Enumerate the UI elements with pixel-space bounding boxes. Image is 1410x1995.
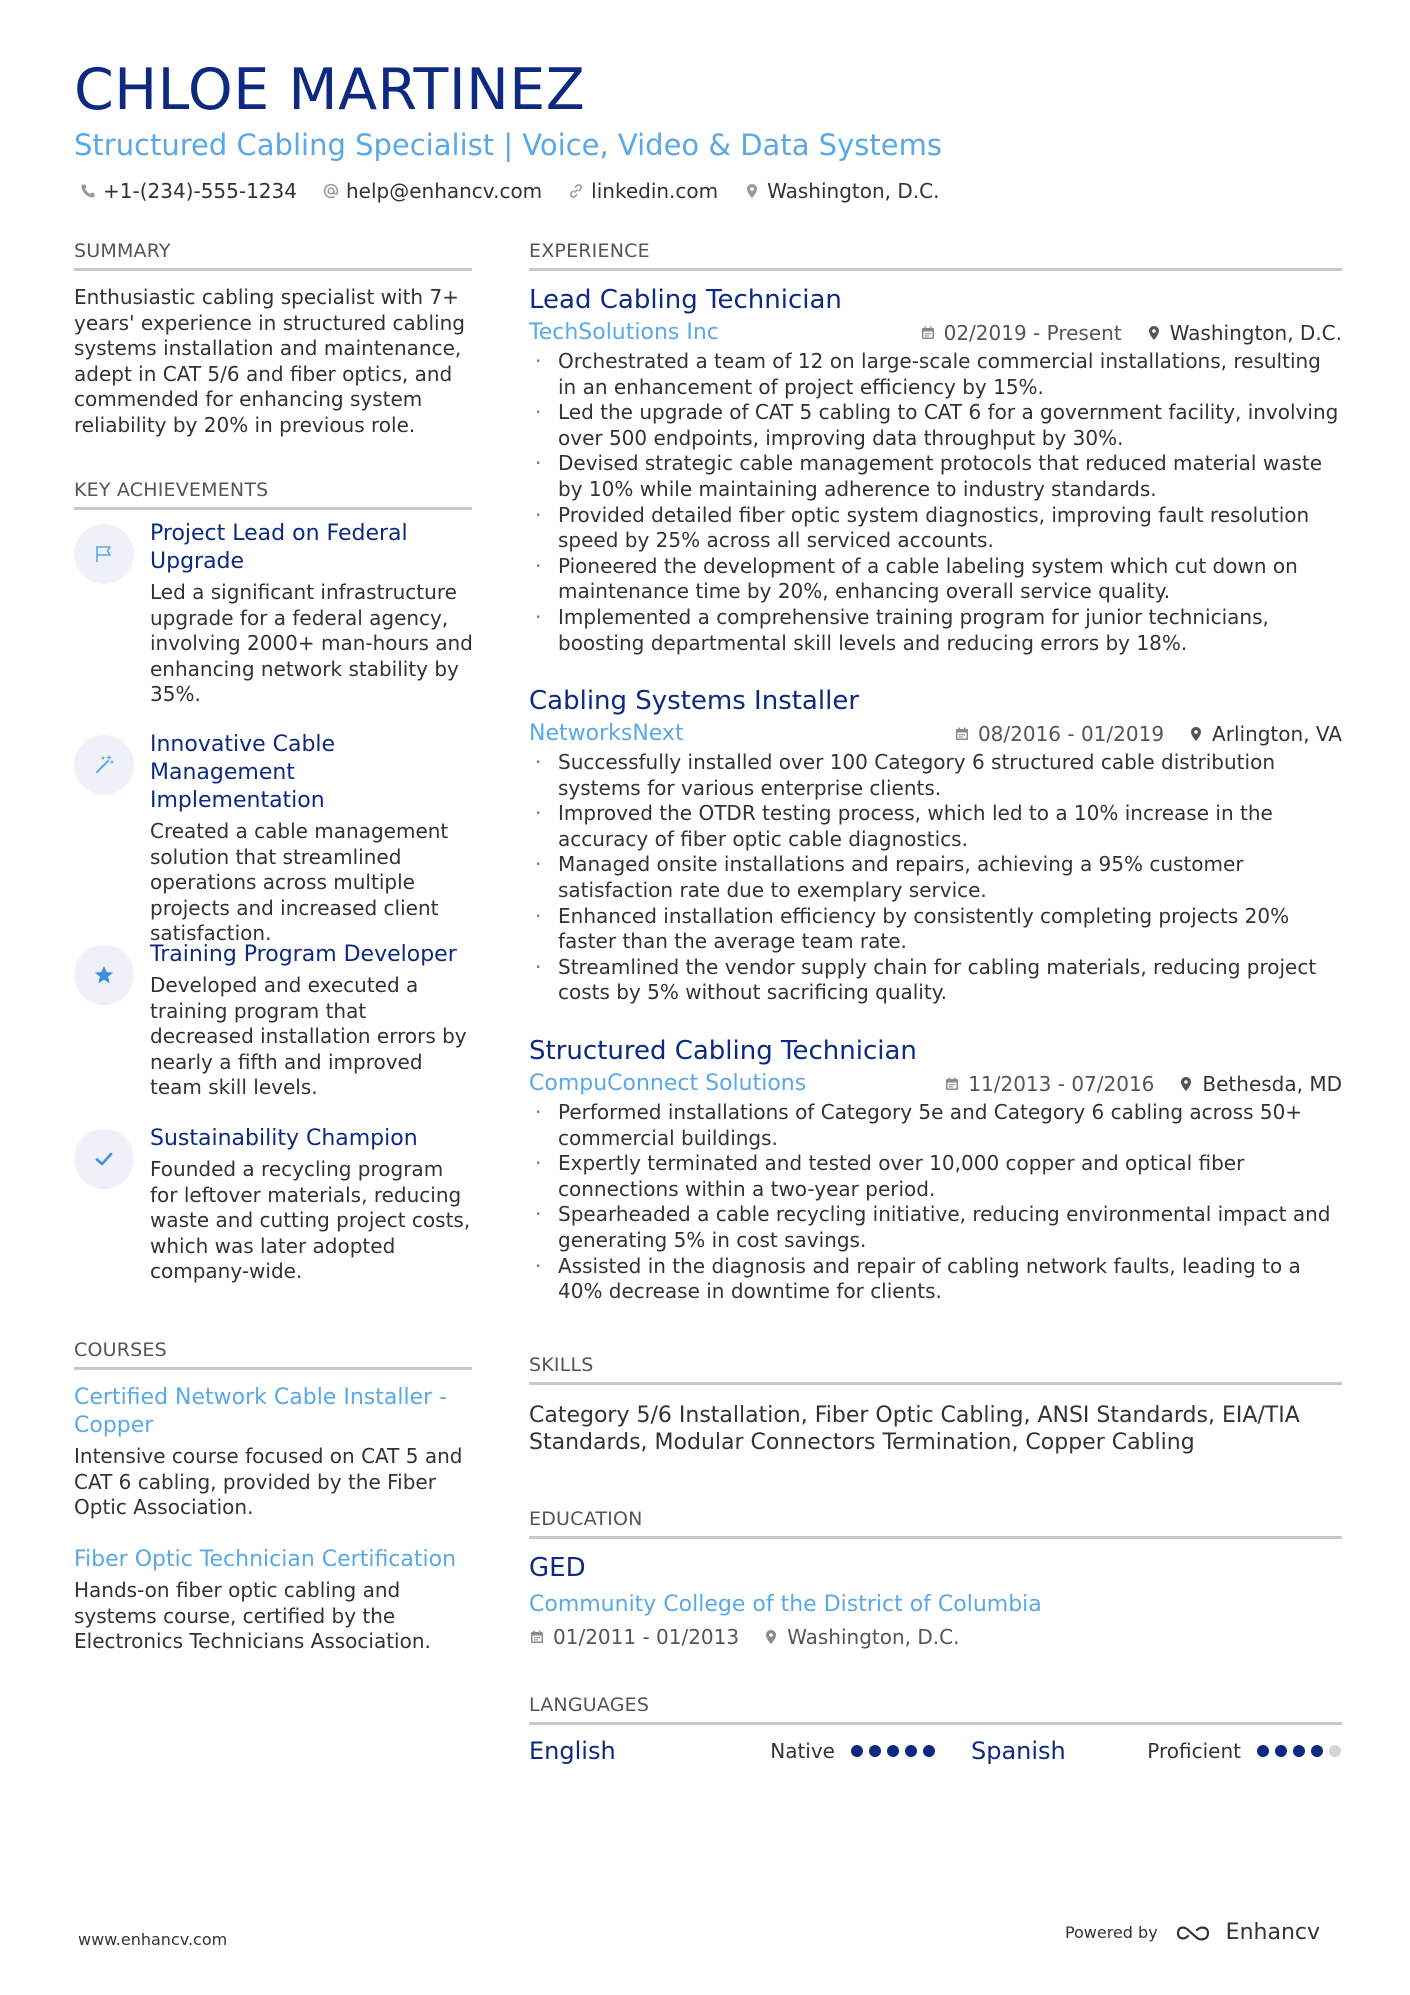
edu-school: Community College of the District of Columbia xyxy=(529,1592,1042,1617)
rating-dot-filled xyxy=(1311,1745,1323,1757)
job-entry xyxy=(529,284,1342,656)
footer-branding xyxy=(1065,1920,1320,1945)
location-pin-icon xyxy=(763,1629,779,1645)
candidate-subtitle: Structured Cabling Specialist | Voice, Video & Data Systems xyxy=(74,128,942,162)
course-item xyxy=(74,1384,474,1521)
calendar-icon xyxy=(944,1076,960,1092)
magic-wand-icon xyxy=(93,754,115,776)
achievement-item xyxy=(74,941,474,1101)
job-bullet: · Improved the OTDR testing process, which led to a 10% increase in the accuracy of fiber optic cable diagnostics. xyxy=(529,801,1342,852)
phone-icon xyxy=(80,183,96,199)
job-title: Structured Cabling Technician xyxy=(529,1036,917,1066)
section-title-languages: LANGUAGES xyxy=(529,1694,1342,1725)
language-item xyxy=(935,1737,1341,1765)
job-entry xyxy=(529,1035,1342,1305)
job-bullet: · Pioneered the development of a cable labeling system which cut down on maintenance time by 20%, enhancing overall service quality. xyxy=(529,554,1342,605)
location-pin-icon xyxy=(1178,1076,1194,1092)
location-text: Washington, D.C. xyxy=(767,179,940,203)
skills-text: Category 5/6 Installation, Fiber Optic Cabling, ANSI Standards, EIA/TIA Standards, Modular Connectors Termination, Copper Cabling xyxy=(529,1403,1300,1455)
brand-logo xyxy=(1174,1920,1320,1945)
achievement-title: Project Lead on Federal Upgrade xyxy=(150,521,408,574)
email-text: help@enhancv.com xyxy=(345,179,543,203)
language-level: Native xyxy=(770,1739,835,1763)
location-pin-icon xyxy=(1146,325,1162,341)
section-title-education: EDUCATION xyxy=(529,1508,1342,1539)
star-icon xyxy=(93,964,115,986)
job-bullet: · Devised strategic cable management protocols that reduced material waste by 10% while maintaining adherence to industry standards. xyxy=(529,451,1342,502)
company-name: CompuConnect Solutions xyxy=(529,1071,807,1096)
job-title: Cabling Systems Installer xyxy=(529,686,860,716)
contact-phone xyxy=(80,179,297,203)
rating-dot-filled xyxy=(1275,1745,1287,1757)
summary-text: Enthusiastic cabling specialist with 7+ years' experience in structured cabling systems installation and maintenance, adept in CAT 5/6 and fiber optics, and commended for enhancing system reliability by 20% in previous role. xyxy=(74,285,465,437)
job-bullet: · Implemented a comprehensive training program for junior technicians, boosting departmental skill levels and reducing errors by 18%. xyxy=(529,605,1342,656)
section-title-achievements: KEY ACHIEVEMENTS xyxy=(74,479,472,510)
job-bullet: · Orchestrated a team of 12 on large-scale commercial installations, resulting in an enhancement of project efficiency by 15%. xyxy=(529,349,1342,400)
job-bullet: · Performed installations of Category 5e and Category 6 cabling across 50+ commercial buildings. xyxy=(529,1100,1342,1151)
brand-name: Enhancv xyxy=(1225,1920,1320,1945)
job-bullet: · Streamlined the vendor supply chain for cabling materials, reducing project costs by 5% without sacrificing quality. xyxy=(529,955,1342,1006)
achievement-icon-wrap xyxy=(74,945,134,1005)
section-title-skills: SKILLS xyxy=(529,1354,1342,1385)
achievement-item xyxy=(74,520,474,708)
job-bullet: · Led the upgrade of CAT 5 cabling to CAT 6 for a government facility, involving over 500 endpoints, improving data throughput by 30%. xyxy=(529,400,1342,451)
calendar-icon xyxy=(954,726,970,742)
language-name: English xyxy=(529,1737,616,1765)
section-title-courses: COURSES xyxy=(74,1339,472,1370)
rating-dot-filled xyxy=(887,1745,899,1757)
calendar-icon xyxy=(529,1629,545,1645)
contact-email[interactable] xyxy=(323,179,542,203)
achievement-desc: Founded a recycling program for leftover materials, reducing waste and cutting project costs, which was later adopted company-wide. xyxy=(150,1157,471,1283)
course-desc: Hands-on fiber optic cabling and systems course, certified by the Electronics Technicians Association. xyxy=(74,1578,431,1653)
section-title-experience: EXPERIENCE xyxy=(529,240,1342,271)
location-pin-icon xyxy=(744,183,760,199)
contact-bar xyxy=(80,179,939,203)
rating-dot-filled xyxy=(869,1745,881,1757)
section-title-summary: SUMMARY xyxy=(74,240,472,271)
footer-site[interactable]: www.enhancv.com xyxy=(78,1930,228,1949)
rating-dot-filled xyxy=(1257,1745,1269,1757)
link-icon xyxy=(568,183,584,199)
job-location: Arlington, VA xyxy=(1212,721,1342,746)
location-pin-icon xyxy=(1188,726,1204,742)
job-bullet: · Successfully installed over 100 Category 6 structured cable distribution systems for various enterprise clients. xyxy=(529,750,1342,801)
course-title: Fiber Optic Technician Certification xyxy=(74,1547,457,1572)
job-dates: 11/2013 - 07/2016 xyxy=(968,1071,1155,1096)
education-entry xyxy=(529,1552,1342,1649)
achievement-desc: Developed and executed a training program that decreased installation errors by nearly a fifth and improved team skill levels. xyxy=(150,973,467,1099)
job-entry xyxy=(529,685,1342,1006)
job-location: Bethesda, MD xyxy=(1202,1071,1342,1096)
achievement-icon-wrap xyxy=(74,1129,134,1189)
edu-degree: GED xyxy=(529,1553,586,1583)
company-name: NetworksNext xyxy=(529,721,684,746)
job-bullets xyxy=(529,750,1342,1006)
contact-link[interactable] xyxy=(568,179,718,203)
job-bullet: · Managed onsite installations and repairs, achieving a 95% customer satisfaction rate due to exemplary service. xyxy=(529,852,1342,903)
achievement-item xyxy=(74,1125,474,1285)
job-dates: 02/2019 - Present xyxy=(943,320,1122,345)
job-bullets xyxy=(529,349,1342,656)
achievement-desc: Created a cable management solution that streamlined operations across multiple projects and increased client satisfaction. xyxy=(150,819,449,945)
achievement-icon-wrap xyxy=(74,735,134,795)
at-icon xyxy=(323,183,339,199)
phone-text: +1-(234)-555-1234 xyxy=(103,179,297,203)
rating-dot-filled xyxy=(923,1745,935,1757)
calendar-icon xyxy=(920,325,936,341)
link-text: linkedin.com xyxy=(591,179,719,203)
language-item xyxy=(529,1737,935,1765)
powered-by-text: Powered by xyxy=(1064,1923,1158,1942)
course-title: Certified Network Cable Installer - Copper xyxy=(74,1385,448,1438)
job-bullet: · Enhanced installation efficiency by consistently completing projects 20% faster than the average team rate. xyxy=(529,904,1342,955)
job-bullets xyxy=(529,1100,1342,1305)
check-icon xyxy=(93,1148,115,1170)
rating-dot-empty xyxy=(1329,1745,1341,1757)
language-name: Spanish xyxy=(971,1737,1066,1765)
course-item xyxy=(74,1546,474,1655)
job-bullet: · Expertly terminated and tested over 10,000 copper and optical fiber connections within a two-year period. xyxy=(529,1151,1342,1202)
rating-dot-filled xyxy=(1293,1745,1305,1757)
edu-location: Washington, D.C. xyxy=(787,1625,960,1649)
job-bullet: · Assisted in the diagnosis and repair of cabling network faults, leading to a 40% decrease in downtime for clients. xyxy=(529,1254,1342,1305)
job-location: Washington, D.C. xyxy=(1169,320,1342,345)
achievement-title: Sustainability Champion xyxy=(150,1126,418,1151)
achievement-title: Training Program Developer xyxy=(150,942,457,967)
job-title: Lead Cabling Technician xyxy=(529,285,842,315)
flag-icon xyxy=(93,543,115,565)
job-bullet: · Provided detailed fiber optic system diagnostics, improving fault resolution speed by 25% across all serviced accounts. xyxy=(529,503,1342,554)
language-rating xyxy=(851,1745,935,1757)
language-rating xyxy=(1257,1745,1341,1757)
achievement-icon-wrap xyxy=(74,524,134,584)
language-level: Proficient xyxy=(1147,1739,1241,1763)
contact-location xyxy=(744,179,939,203)
course-desc: Intensive course focused on CAT 5 and CAT 6 cabling, provided by the Fiber Optic Association. xyxy=(74,1444,463,1519)
languages-row xyxy=(529,1737,1342,1765)
achievement-title: Innovative Cable Management Implementation xyxy=(150,732,336,813)
rating-dot-filled xyxy=(851,1745,863,1757)
edu-dates: 01/2011 - 01/2013 xyxy=(553,1625,740,1649)
company-name: TechSolutions Inc xyxy=(529,320,719,345)
job-bullet: · Spearheaded a cable recycling initiative, reducing environmental impact and generating 5% in cost savings. xyxy=(529,1202,1342,1253)
achievement-item xyxy=(74,731,474,947)
candidate-name: CHLOE MARTINEZ xyxy=(74,57,586,123)
achievement-desc: Led a significant infrastructure upgrade for a federal agency, involving 2000+ man-hours and enhancing network stability by 35%. xyxy=(150,580,473,706)
rating-dot-filled xyxy=(905,1745,917,1757)
job-dates: 08/2016 - 01/2019 xyxy=(977,721,1165,746)
enhancv-logo-icon xyxy=(1174,1922,1218,1944)
